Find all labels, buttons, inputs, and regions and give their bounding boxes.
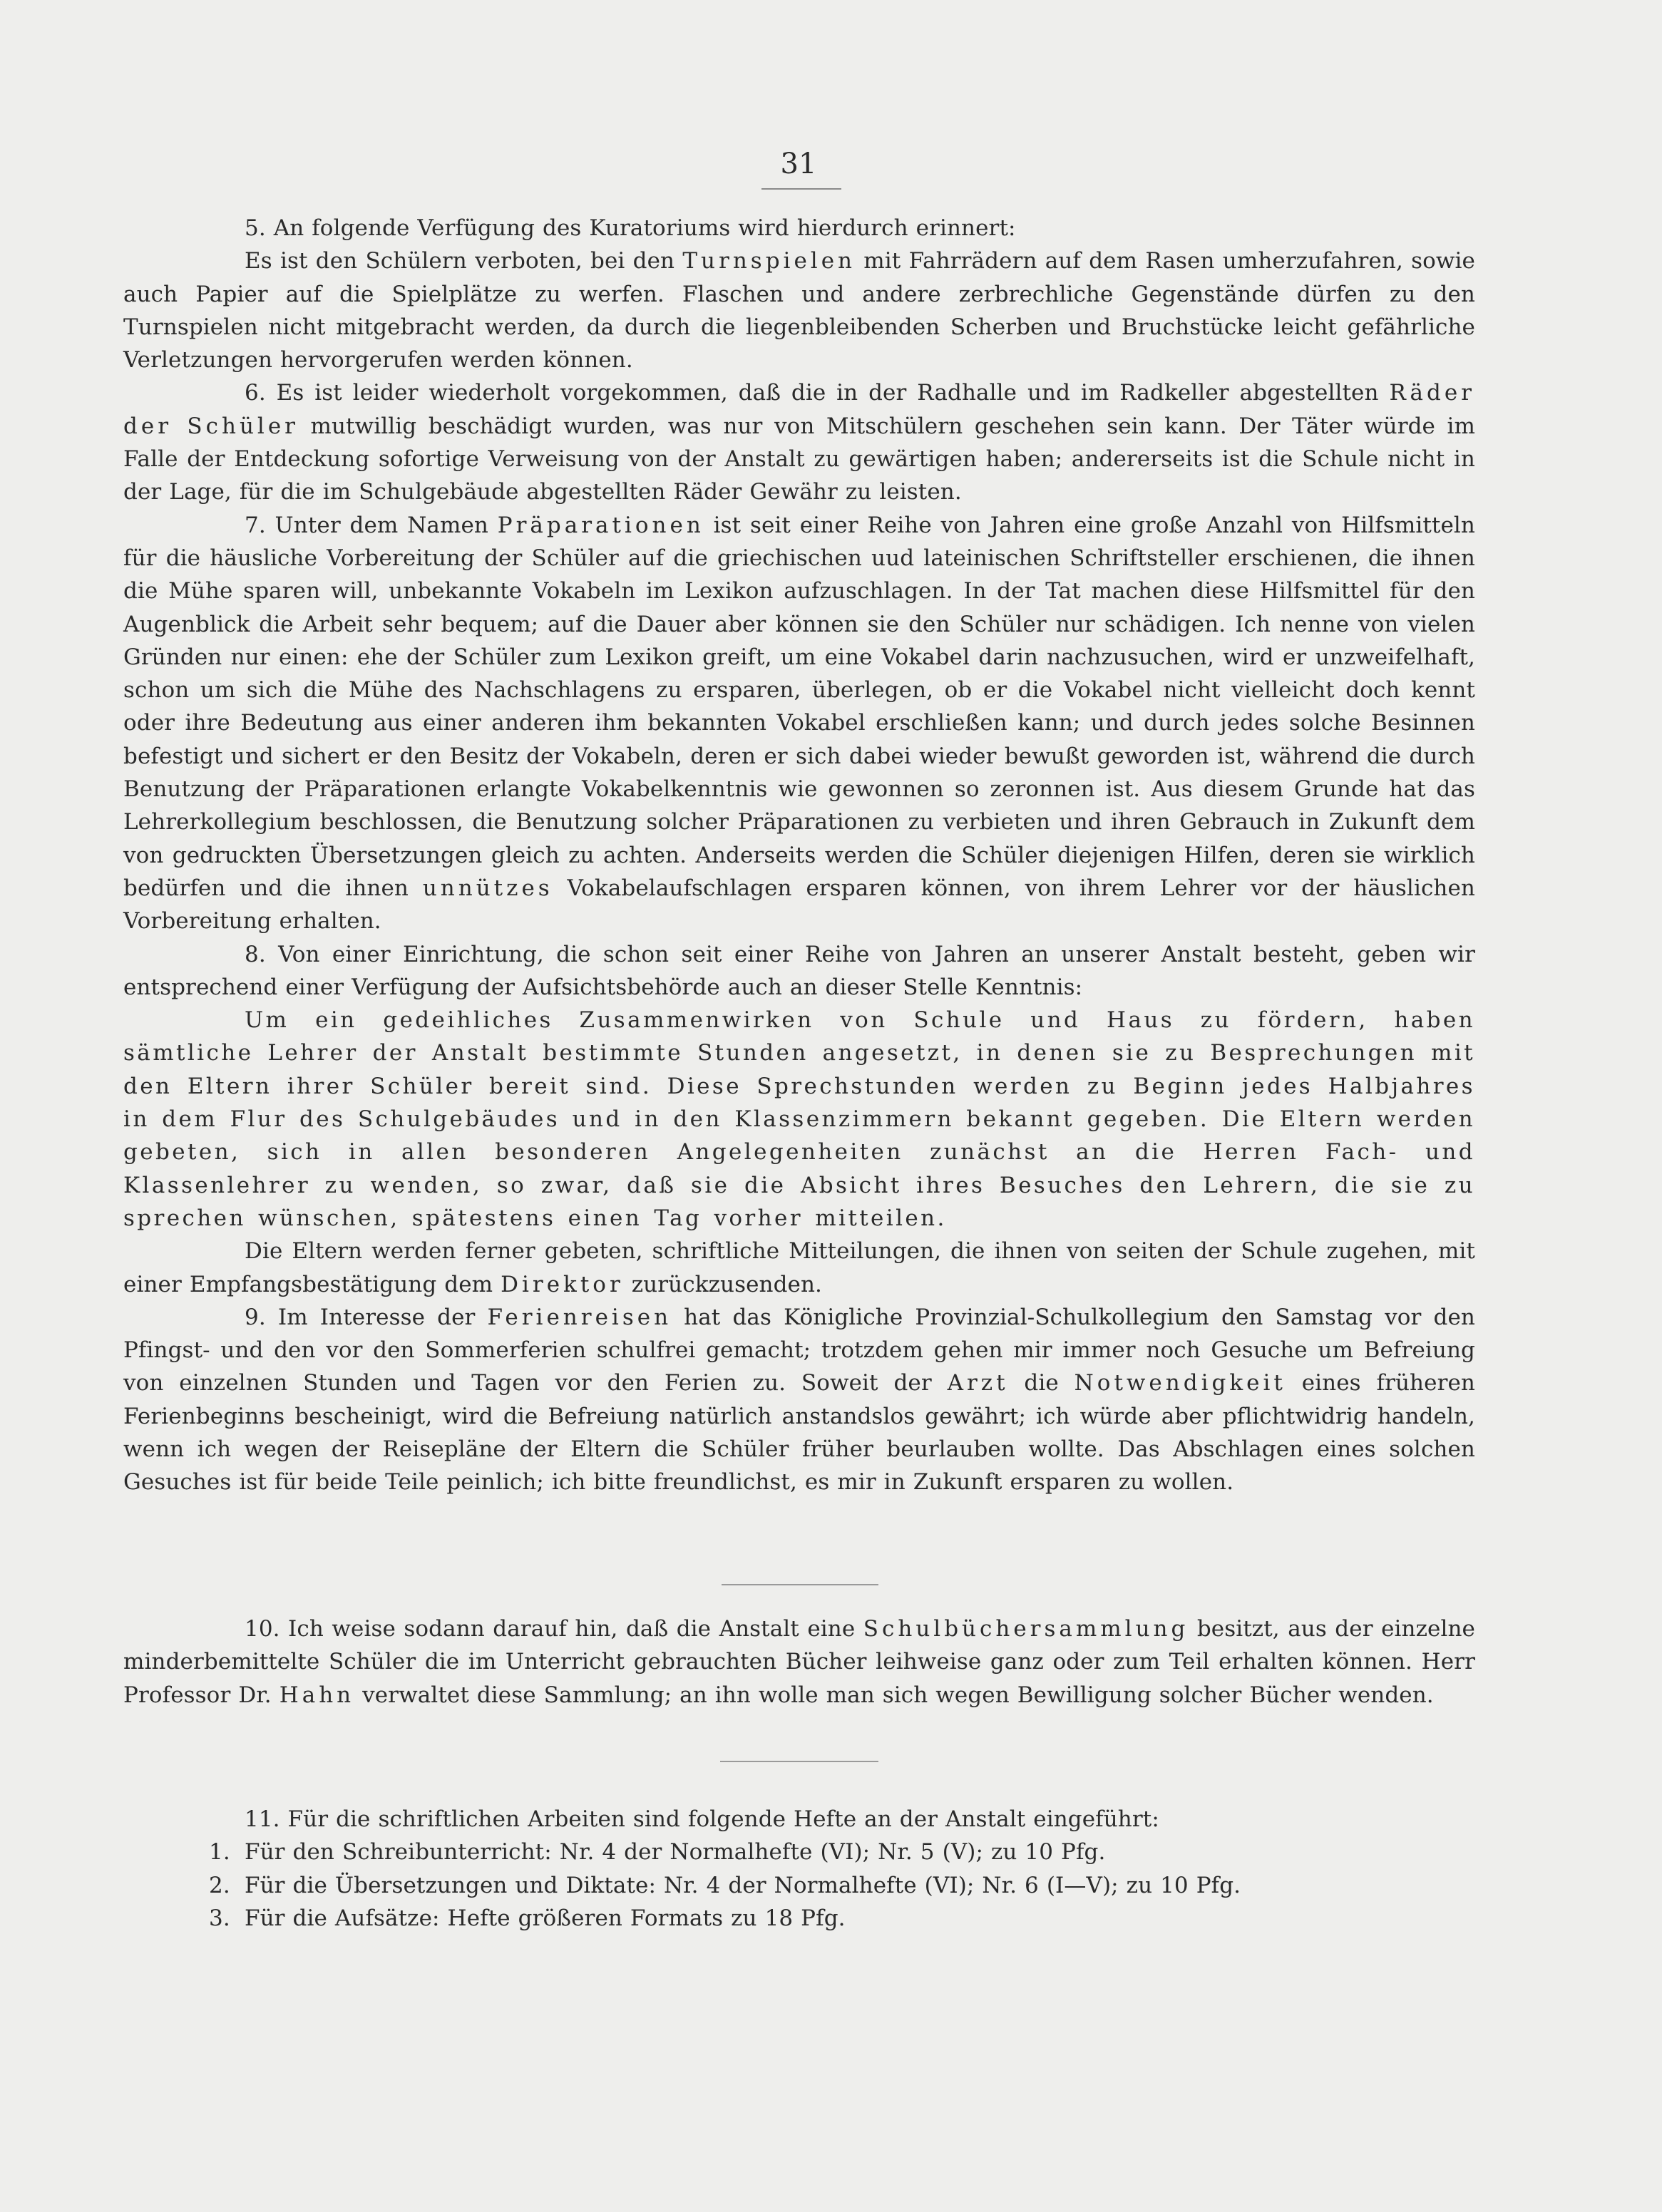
- list-item-text: Für die Übersetzungen und Diktate: Nr. 4 der Normalhefte (VI); Nr. 6 (I—V); zu 10 Pfg.: [245, 1872, 1241, 1898]
- text-span: Es ist den Schülern verboten, bei den: [245, 248, 683, 274]
- section-9: [123, 1301, 1475, 1499]
- section-5-intro: 5. An folgende Verfügung des Kuratoriums wird hierdurch erinnert:: [245, 215, 1016, 241]
- section-10: [123, 1612, 1475, 1712]
- section-10-block: [123, 1612, 1475, 1712]
- list-item-text: Für die Aufsätze: Hefte größeren Formats zu 18 Pfg.: [245, 1905, 846, 1931]
- section-7: [123, 509, 1475, 938]
- text-span: eines früheren Ferienbeginns bescheinigt, wird die Befreiung natürlich anstandslos gewährt; ich würde aber pflichtwidrig handeln, wenn ich wegen der Reisepläne der Eltern die Schüler früher beurlauben wollte. Das Abschlagen eines solchen Gesuches ist für beide Teile peinlich; ich bitte freundlichst, es mir in Zukunft ersparen zu wollen.: [123, 1370, 1475, 1496]
- section-11-intro: 11. Für die schriftlichen Arbeiten sind folgende Hefte an der Anstalt eingeführt:: [245, 1806, 1159, 1832]
- spaced-emphasis: Arzt: [947, 1370, 1009, 1396]
- spaced-emphasis: Räder der Schüler: [123, 380, 1475, 439]
- text-span: 6. Es ist leider wiederholt vorgekommen, daß die in der Radhalle und im Radkeller abgestellten: [245, 380, 1390, 406]
- section-8-intro: 8. Von einer Einrichtung, die schon seit einer Reihe von Jahren an unserer Anstalt besteht, geben wir entsprechend einer Verfügung der Aufsichtsbehörde auch an dieser Stelle Kenntnis:: [123, 941, 1475, 1000]
- page-number-underline: [761, 188, 841, 190]
- main-text-block: [123, 212, 1475, 1499]
- section-divider: [722, 1584, 878, 1585]
- text-span: ist seit einer Reihe von Jahren eine große Anzahl von Hilfsmitteln für die häusliche Vorbereitung der Schüler auf die griechischen uud lateinischen Schriftsteller erschienen, die ihnen die Mühe sparen will, unbekannte Vokabeln im Lexikon aufzuschlagen. In der Tat machen diese Hilfsmittel für den Augenblick die Arbeit sehr bequem; auf die Dauer aber können sie den Schüler nur schädigen. Ich nenne von vielen Gründen nur einen: ehe der Schüler zum Lexikon greift, um eine Vokabel darin nachzusuchen, wird er unzweifelhaft, schon um sich die Mühe des Nachschlagens zu ersparen, überlegen, ob er die Vokabel nicht vielleicht doch kennt oder ihre Bedeutung aus einer anderen ihm bekannten Vokabel erschließen kann; und durch jedes solche Besinnen befestigt und sichert er den Besitz der Vokabeln, deren er sich dabei wieder bewußt geworden ist, während die durch Benutzung der Präparationen erlangte Vokabelkenntnis wie gewonnen so zeronnen ist. Aus diesem Grunde hat das Lehrerkollegium beschlossen, die Benutzung solcher Präparationen zu verbieten und ihren Gebrauch in Zukunft dem von gedruckten Übersetzungen gleich zu achten. Anderseits werden die Schüler diejenigen Hilfen, deren sie wirklich bedürfen und die ihnen: [123, 512, 1475, 901]
- text-span: 10. Ich weise sodann darauf hin, daß die Anstalt eine: [245, 1616, 863, 1642]
- text-span: Vokabelaufschlagen ersparen können, von ihrem Lehrer vor der häuslichen Vorbereitung erhalten.: [123, 875, 1475, 935]
- list-item: [123, 1836, 1475, 1868]
- section-8-body: [123, 1235, 1475, 1301]
- list-item: [123, 1869, 1475, 1902]
- spaced-emphasis: Ferienreisen: [487, 1304, 672, 1330]
- spaced-emphasis: Turnspielen: [682, 248, 856, 274]
- spaced-emphasis: Präparationen: [497, 512, 704, 538]
- list-item-number: 3.: [209, 1905, 230, 1931]
- text-span: hat das Königliche Provinzial-Schulkollegium den Samstag vor den Pfingst- und den vor den Sommerferien schulfrei gemacht; trotzdem gehen mir immer noch Gesuche um Befreiung von einzelnen Stunden und Tagen vor den Ferien zu. Soweit der: [123, 1304, 1475, 1396]
- spaced-emphasis: Schulbüchersammlung: [863, 1616, 1189, 1642]
- spaced-emphasis: unnützes: [422, 875, 553, 901]
- section-8-spaced-block: Um ein gedeihliches Zusammenwirken von Schule und Haus zu fördern, haben sämtliche Lehrer der Anstalt bestimmte Stunden angesetzt, in denen sie zu Besprechungen mit den Eltern ihrer Schüler bereit sind. Diese Sprechstunden werden zu Beginn jedes Halbjahres in dem Flur des Schulgebäudes und in den Klassenzimmern bekannt gegeben. Die Eltern werden gebeten, sich in allen besonderen Angelegenheiten zunächst an die Herren Fach- und Klassenlehrer zu wenden, so zwar, daß sie die Absicht ihres Besuches den Lehrern, die sie zu sprechen wünschen, spätestens einen Tag vorher mitteilen.: [123, 1007, 1475, 1231]
- text-span: die: [1008, 1370, 1074, 1396]
- section-divider: [720, 1761, 878, 1762]
- page-number: 31: [780, 148, 817, 180]
- text-span: mit Fahrrädern auf dem Rasen umherzufahren, sowie auch Papier auf die Spielplätze zu werfen. Flaschen und andere zerbrechliche Gegenstände dürfen zu den Turnspielen nicht mitgebracht werden, da durch die liegenbleibenden Scherben und Bruchstücke leicht gefährliche Verletzungen hervorgerufen werden können.: [123, 248, 1475, 374]
- spaced-emphasis: Hahn: [279, 1682, 355, 1708]
- text-span: mutwillig beschädigt wurden, was nur von Mitschülern geschehen sein kann. Der Täter würde im Falle der Entdeckung sofortige Verweisung von der Anstalt zu gewärtigen haben; andererseits ist die Schule nicht in der Lage, für die im Schulgebäude abgestellten Räder Gewähr zu leisten.: [123, 413, 1475, 505]
- text-span: 7. Unter dem Namen: [245, 512, 498, 538]
- section-6: [123, 376, 1475, 508]
- list-item: [123, 1902, 1475, 1935]
- text-span: besitzt, aus der einzelne minderbemittelte Schüler die im Unterricht gebrauchten Bücher leihweise ganz oder zum Teil erhalten können. Herr Professor Dr.: [123, 1616, 1475, 1708]
- section-11-block: [123, 1803, 1475, 1935]
- text-span: 9. Im Interesse der: [245, 1304, 488, 1330]
- text-span: zurückzusenden.: [623, 1271, 823, 1297]
- list-item-number: 2.: [209, 1872, 230, 1898]
- list-item-text: Für den Schreibunterricht: Nr. 4 der Normalhefte (VI); Nr. 5 (V); zu 10 Pfg.: [245, 1839, 1106, 1866]
- section-5-body: [123, 245, 1475, 376]
- spaced-emphasis: Notwendigkeit: [1074, 1370, 1286, 1396]
- list-item-number: 1.: [209, 1839, 230, 1866]
- text-span: Die Eltern werden ferner gebeten, schriftliche Mitteilungen, die ihnen von seiten der Schule zugehen, mit einer Empfangsbestätigung dem: [123, 1238, 1475, 1297]
- text-span: verwaltet diese Sammlung; an ihn wolle man sich wegen Bewilligung solcher Bücher wenden.: [354, 1682, 1434, 1708]
- spaced-emphasis: Direktor: [501, 1271, 624, 1297]
